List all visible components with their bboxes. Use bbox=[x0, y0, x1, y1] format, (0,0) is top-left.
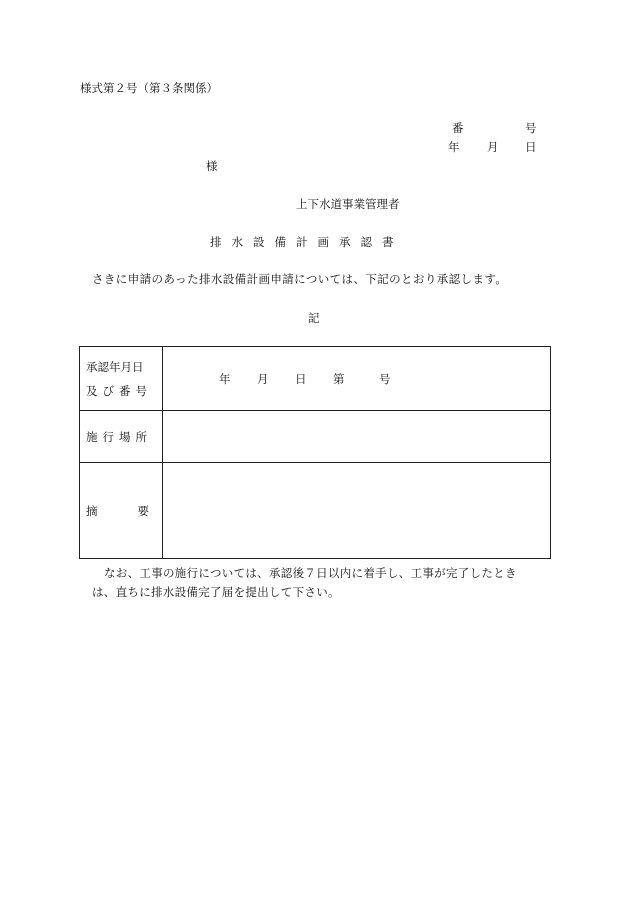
issue-date-month-label: 月 bbox=[487, 140, 499, 154]
site-label-cell bbox=[80, 411, 163, 463]
summary-label-cell bbox=[80, 463, 163, 559]
site-row bbox=[80, 411, 551, 463]
summary-row bbox=[80, 463, 551, 559]
approval-details-table bbox=[79, 346, 551, 559]
approval-date-value-cell[interactable] bbox=[163, 347, 551, 411]
approval-date-row bbox=[80, 347, 551, 411]
summary-label-left: 摘 bbox=[86, 503, 98, 518]
ki-heading: 記 bbox=[308, 311, 320, 325]
approval-number-prefix: 第 bbox=[333, 371, 345, 386]
document-number-label: 番 bbox=[452, 121, 464, 135]
approval-date-label-cell bbox=[80, 347, 163, 411]
summary-label bbox=[86, 503, 149, 519]
approval-year-label: 年 bbox=[219, 371, 231, 386]
addressee-honorific: 様 bbox=[206, 159, 218, 173]
approval-date-label-line2: 及び番号 bbox=[86, 383, 152, 398]
note-text-line1: なお、工事の施行については、承認後７日以内に着手し、工事が完了したとき bbox=[104, 566, 517, 580]
approval-date-label-line1: 承認年月日 bbox=[86, 359, 144, 374]
approval-statement: さきに申請のあった排水設備計画申請については、下記のとおり承認します。 bbox=[92, 272, 508, 286]
site-value-cell[interactable] bbox=[163, 411, 551, 463]
document-number-suffix: 号 bbox=[525, 121, 537, 135]
note-text-line2: は、直ちに排水設備完了届を提出して下さい。 bbox=[92, 585, 340, 599]
approval-number-suffix: 号 bbox=[379, 371, 391, 386]
issuer-title: 上下水道事業管理者 bbox=[296, 197, 400, 211]
issue-date-day-label: 日 bbox=[525, 140, 537, 154]
issue-date-year-label: 年 bbox=[448, 140, 460, 154]
summary-label-right: 要 bbox=[137, 503, 149, 518]
approval-date-line bbox=[163, 371, 550, 387]
document-title: 排水設備計画承認書 bbox=[210, 235, 404, 249]
site-label: 施行場所 bbox=[86, 429, 152, 444]
approval-day-label: 日 bbox=[295, 371, 307, 386]
form-number-label: 様式第２号（第３条関係） bbox=[80, 81, 218, 95]
approval-month-label: 月 bbox=[257, 371, 269, 386]
summary-value-cell[interactable] bbox=[163, 463, 551, 559]
